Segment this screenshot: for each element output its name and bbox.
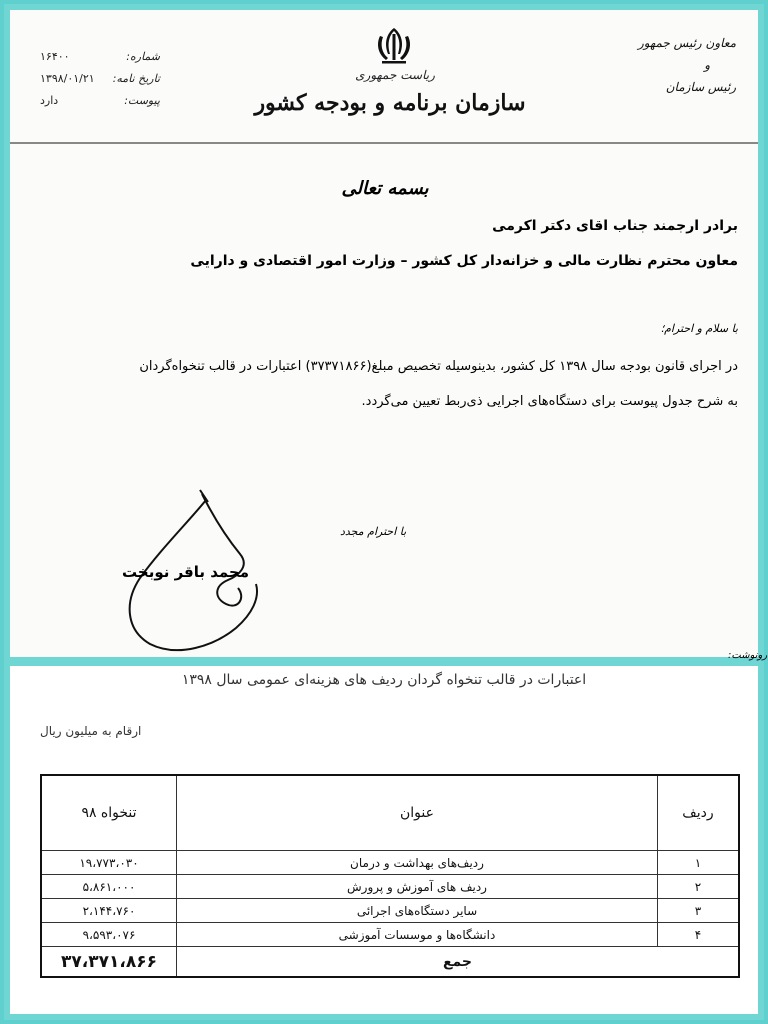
org-name: سازمان برنامه و بودجه کشور [254,90,526,116]
greeting: با سلام و احترام؛ [660,322,738,335]
bismillah: بسمه تعالی [341,178,429,199]
date-label: تاریخ نامه: [112,71,160,85]
row-title: ردیف های آموزش و پرورش [177,875,658,899]
table-total-row [41,947,739,978]
deputy-line-1: معاون رئیس جمهور [637,36,736,50]
body-line-2: به شرح جدول پیوست برای دستگاه‌های اجرایی ذی‌ربط تعیین می‌گردد. [361,394,738,409]
addressee-line-1: برادر ارجمند جناب اقای دکتر اکرمی [492,218,738,234]
cc-label: رونوشت: [728,650,768,661]
body-line-1: در اجرای قانون بودجه سال ۱۳۹۸ کل کشور، بدینوسیله تخصیص مبلغ(۳۷۳۷۱۸۶۶) اعتبارات در قالب تنخواه‌گردان [139,359,738,374]
row-number: ۳ [658,899,740,923]
deputy-line-2: و [704,58,710,72]
iran-emblem-icon [372,24,416,66]
unit-note: ارقام به میلیون ریال [40,724,142,738]
closing: با احترام مجدد [340,525,407,538]
row-title: ردیف‌های بهداشت و درمان [177,851,658,875]
header-amount: تنخواه ۹۸ [41,775,177,851]
table-header-row [41,775,739,851]
attachment-value: دارد [40,93,59,107]
date-value: ۱۳۹۸/۰۱/۲۱ [40,71,95,85]
header-divider [10,142,758,144]
total-label: جمع [177,947,740,978]
allocation-table [40,774,740,978]
deputy-line-3: رئیس سازمان [665,80,736,94]
row-title: دانشگاه‌ها و موسسات آموزشی [177,923,658,947]
row-amount: ۱۹،۷۷۳،۰۳۰ [41,851,177,875]
header-row-number: ردیف [658,775,740,851]
addressee-line-2: معاون محترم نظارت مالی و خزانه‌دار کل کشور – وزارت امور اقتصادی و دارایی [190,253,738,269]
row-title: سایر دستگاه‌های اجرائی [177,899,658,923]
signer-name: محمد باقر نوبخت [122,563,250,581]
table-row [41,923,739,947]
allocation-table-page [10,666,758,1014]
row-number: ۲ [658,875,740,899]
table-title: اعتبارات در قالب تنخواه گردان ردیف های هزینه‌ای عمومی سال ۱۳۹۸ [181,672,587,688]
row-number: ۱ [658,851,740,875]
official-letter [10,10,768,661]
row-amount: ۲،۱۴۴،۷۶۰ [41,899,177,923]
table-row [41,899,739,923]
number-label: شماره: [126,49,160,63]
row-amount: ۵،۸۶۱،۰۰۰ [41,875,177,899]
row-amount: ۹،۵۹۳،۰۷۶ [41,923,177,947]
org-subtitle: ریاست جمهوری [355,68,435,82]
header-title: عنوان [177,775,658,851]
total-value: ۳۷،۳۷۱،۸۶۶ [41,947,177,978]
table-row [41,875,739,899]
row-number: ۴ [658,923,740,947]
number-value: ۱۶۴۰۰ [40,49,70,63]
table-row [41,851,739,875]
attachment-label: پیوست: [124,93,160,107]
letter-meta [40,45,160,111]
deputy-title [626,32,736,98]
